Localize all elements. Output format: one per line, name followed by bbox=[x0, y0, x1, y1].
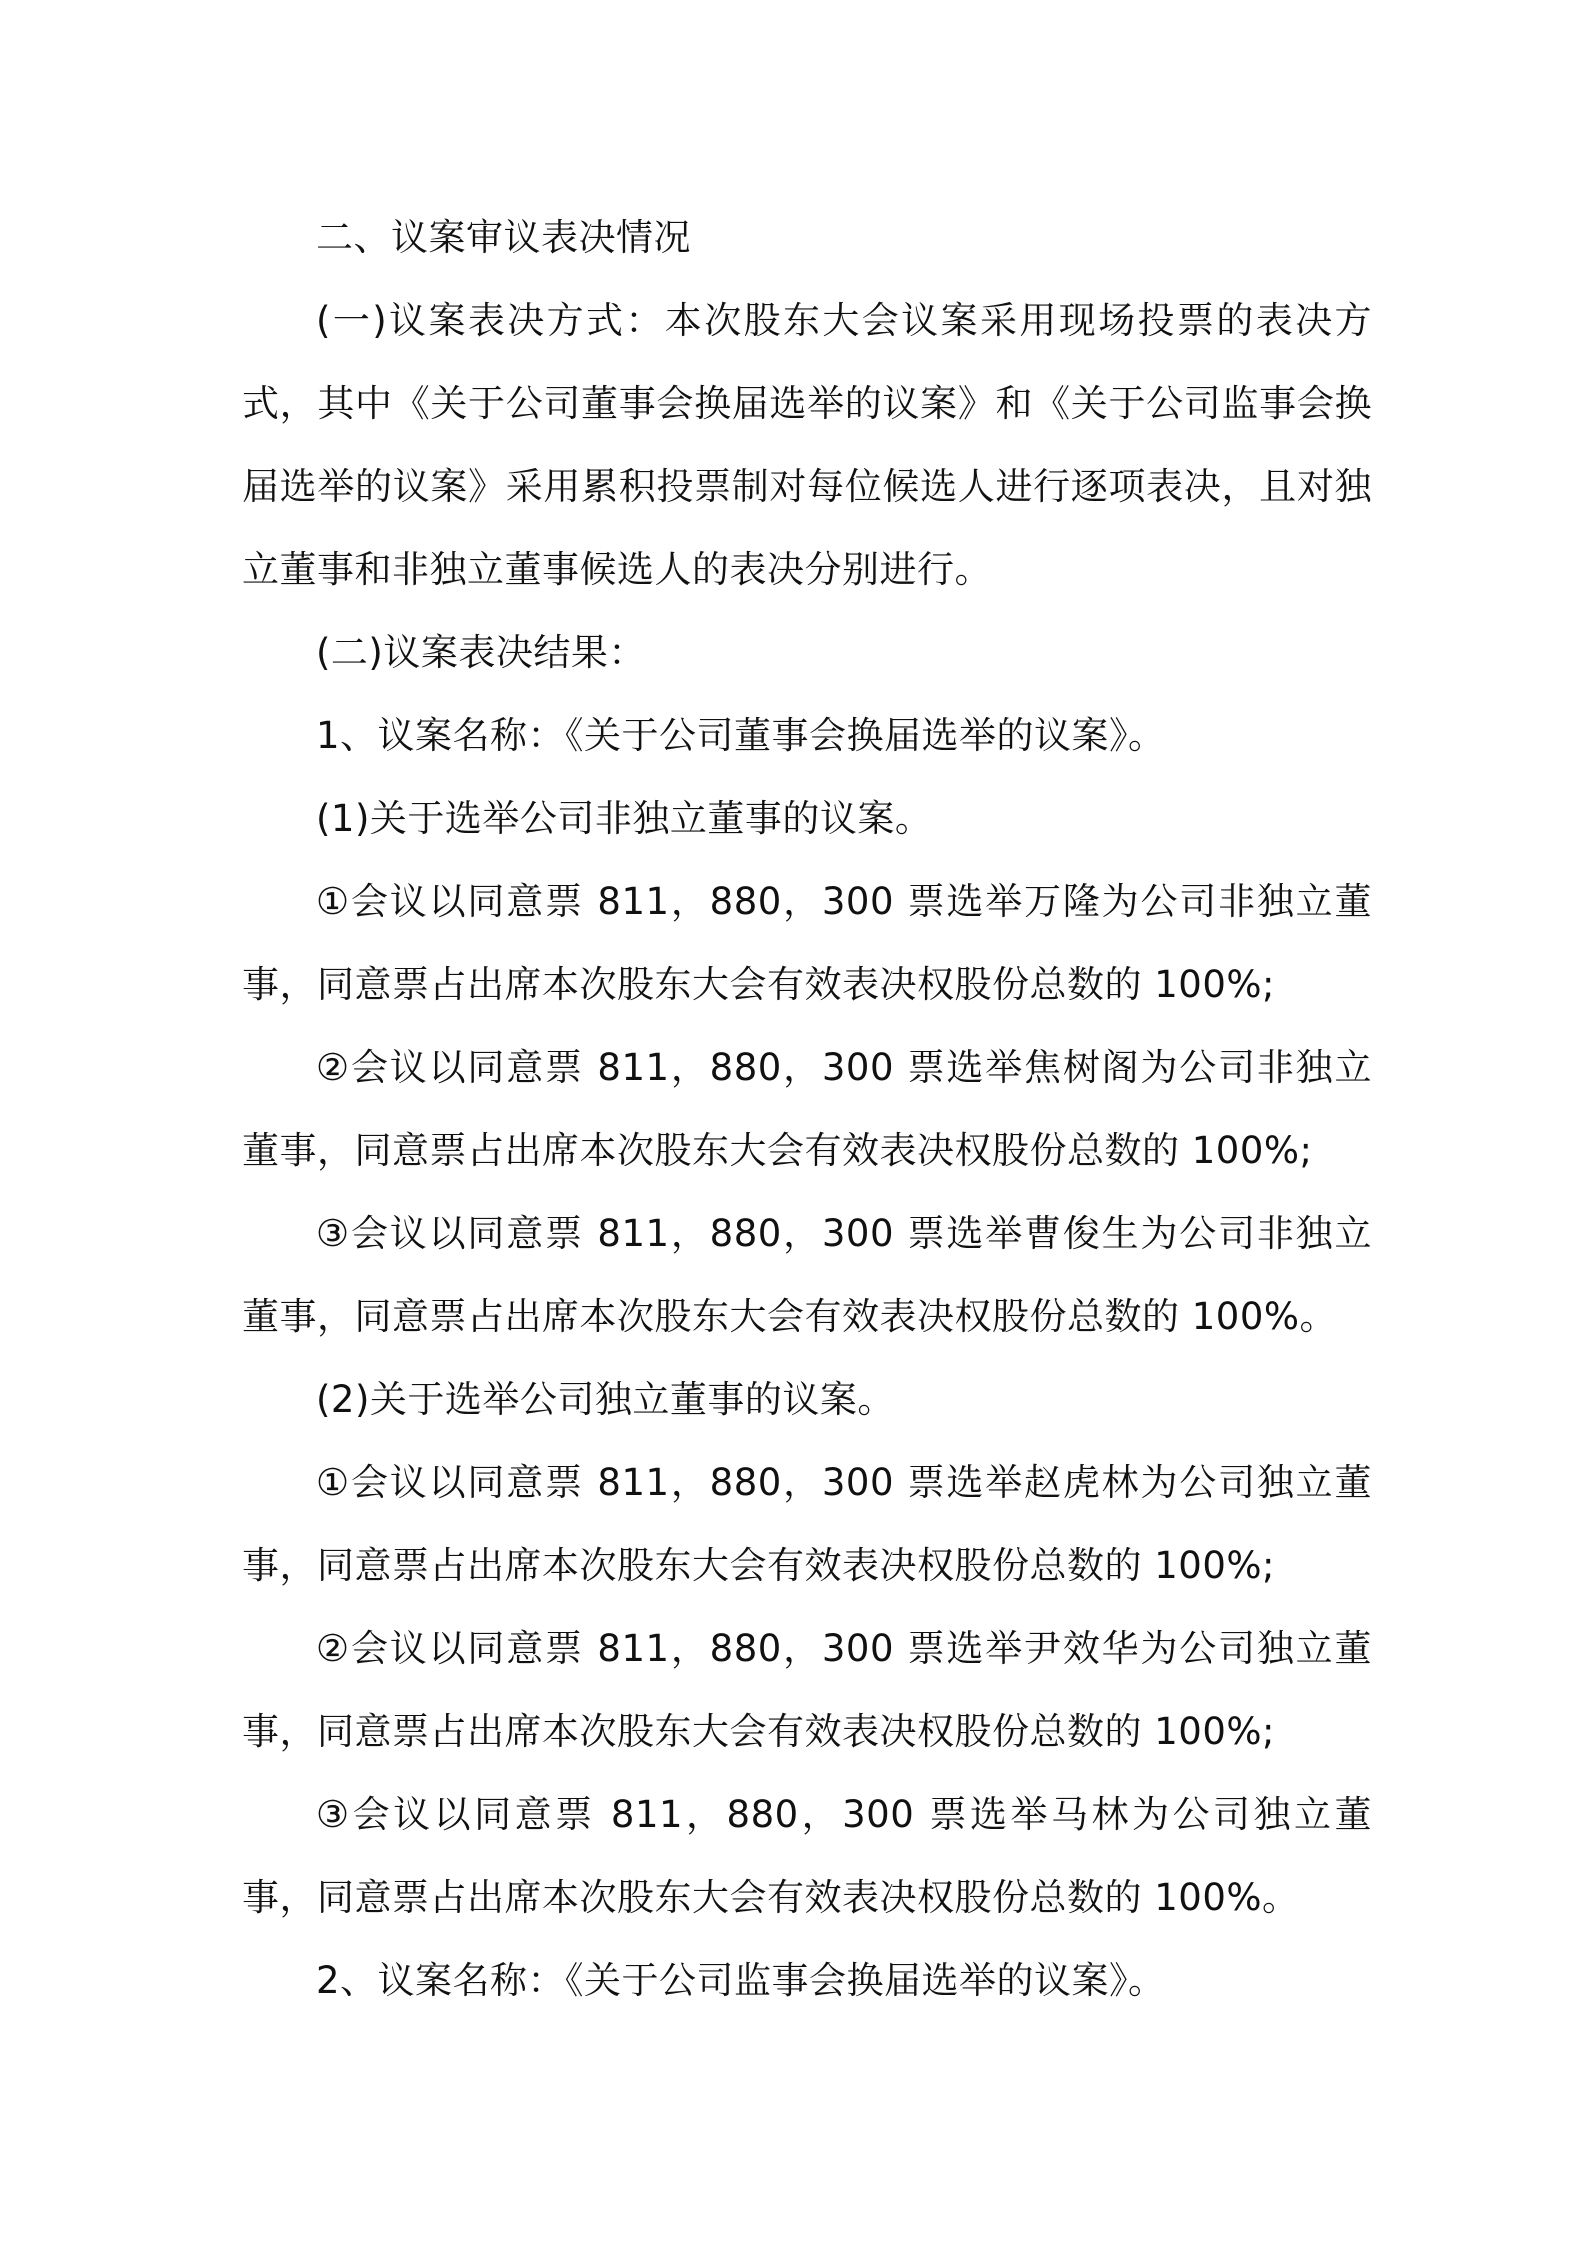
proposal-1-title: 1、议案名称：《关于公司董事会换届选举的议案》。 bbox=[316, 714, 1166, 757]
independent-director-result-2: ②会议以同意票 811，880，300 票选举尹效华为公司独立董事，同意票占出席本次股东大会有效表决权股份总数的 100%; bbox=[242, 1627, 1372, 1753]
results-heading: (二)议案表决结果： bbox=[316, 631, 646, 674]
non-independent-director-result-3: ③会议以同意票 811，880，300 票选举曹俊生为公司非独立董事，同意票占出席本次股东大会有效表决权股份总数的 100%。 bbox=[242, 1212, 1372, 1338]
non-independent-director-result-2: ②会议以同意票 811，880，300 票选举焦树阁为公司非独立董事，同意票占出席本次股东大会有效表决权股份总数的 100%; bbox=[242, 1046, 1372, 1172]
proposal-2-title: 2、议案名称：《关于公司监事会换届选举的议案》。 bbox=[316, 1959, 1166, 2002]
document-body bbox=[242, 196, 1372, 2022]
proposal-1-part-1-title: (1)关于选举公司非独立董事的议案。 bbox=[316, 797, 933, 840]
proposal-1-part-2-title: (2)关于选举公司独立董事的议案。 bbox=[316, 1378, 895, 1421]
voting-method-paragraph: (一)议案表决方式：本次股东大会议案采用现场投票的表决方式，其中《关于公司董事会换届选举的议案》和《关于公司监事会换届选举的议案》采用累积投票制对每位候选人进行逐项表决，且对独立董事和非独立董事候选人的表决分别进行。 bbox=[242, 299, 1372, 591]
independent-director-result-1: ①会议以同意票 811，880，300 票选举赵虎林为公司独立董事，同意票占出席本次股东大会有效表决权股份总数的 100%; bbox=[242, 1461, 1372, 1587]
independent-director-result-3: ③会议以同意票 811，880，300 票选举马林为公司独立董事，同意票占出席本次股东大会有效表决权股份总数的 100%。 bbox=[242, 1793, 1372, 1919]
section-heading: 二、议案审议表决情况 bbox=[316, 216, 691, 259]
non-independent-director-result-1: ①会议以同意票 811，880，300 票选举万隆为公司非独立董事，同意票占出席本次股东大会有效表决权股份总数的 100%; bbox=[242, 880, 1372, 1006]
